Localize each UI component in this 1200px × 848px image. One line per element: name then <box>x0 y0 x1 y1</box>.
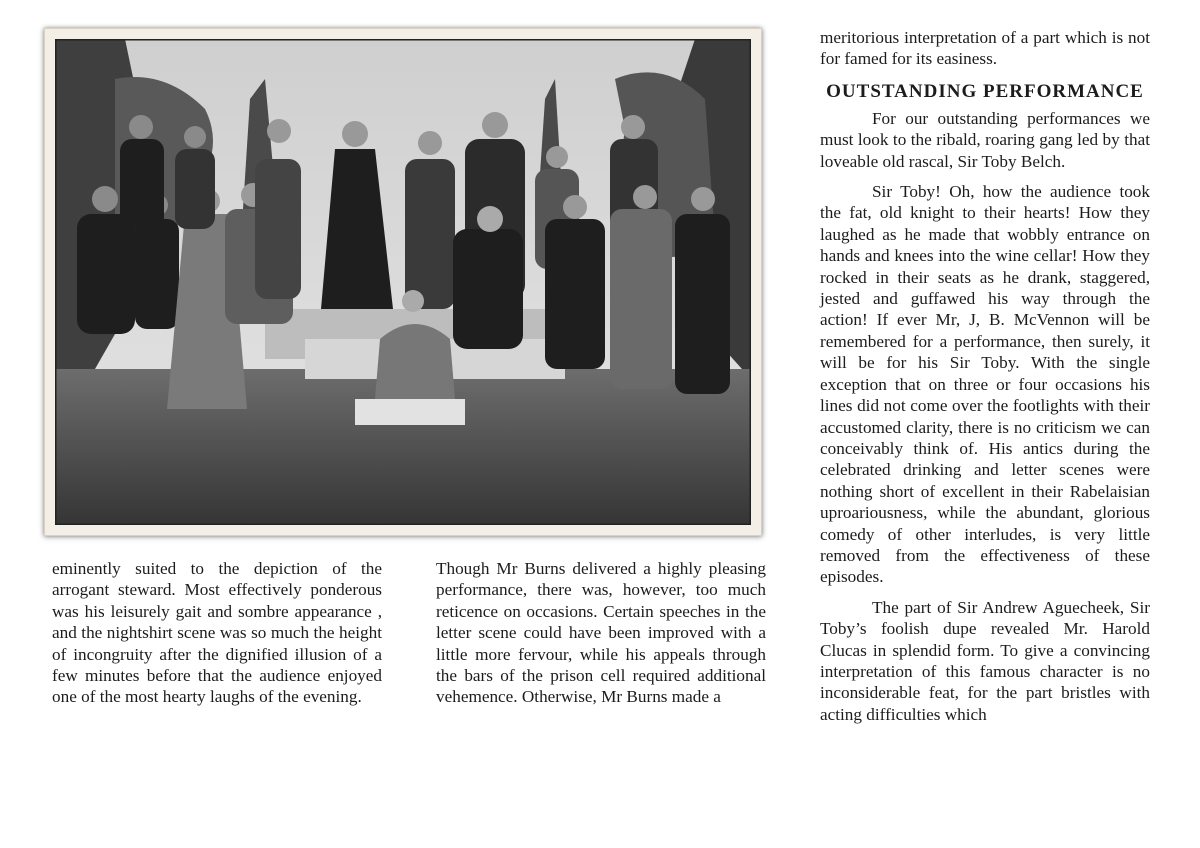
article-column-left <box>52 558 382 708</box>
theatre-cast-photo-icon <box>55 39 751 525</box>
photo-frame <box>44 28 762 536</box>
body-paragraph: Sir Toby! Oh, how the audience took the fat, old knight to their hearts! How they laughed as he made that wobbly entrance on hands and knees into the wine cellar! How they rocked in their seats as he drank, staggered, jested and guffawed his way through the action! If ever Mr, J, B. McVennon will be remembered for a performance, then surely, it will be for his Sir Toby. With the single exception that on three or four occasions his lines did not come over the footlights with their accustomed clarity, there is no criticism we can conceivably think of. His antics during the celebrated drinking and letter scenes were nothing short of excellent in their Rabelaisian uproariousness, while the abundant, glorious comedy of other interludes, is very little removed from the effectiveness of these episodes. <box>820 182 1150 587</box>
body-paragraph: Though Mr Burns delivered a highly pleasing performance, there was, however, too much reticence on occasions. Certain speeches in the letter scene could have been improved with a little more fervour, while his appeals through the bars of the prison cell required additional vehemence. Otherwise, Mr Burns made a <box>436 559 766 707</box>
article-column-middle <box>436 558 766 708</box>
cast-photograph <box>55 39 751 525</box>
body-paragraph: For our outstanding performances we must look to the ribald, roaring gang led by that loveable old rascal, Sir Toby Belch. <box>820 108 1150 171</box>
body-paragraph: eminently suited to the depiction of the arrogant steward. Most effectively ponderous was his leisurely gait and sombre appearance , and the nightshirt scene was so much the height of incongruity after the dignified illusion of a few minutes before that the audience enjoyed one of the most hearty laughs of the evening. <box>52 559 382 707</box>
section-heading: OUTSTANDING PERFORMANCE <box>826 80 1144 102</box>
body-paragraph: The part of Sir Andrew Aguecheek, Sir Toby’s foolish dupe revealed Mr. Harold Clucas in splendid form. To give a convincing interpretation of this famous character is no inconsiderable feat, for the part bristles with acting difficulties which <box>820 597 1150 724</box>
article-column-right <box>820 27 1150 725</box>
body-paragraph: meritorious interpretation of a part which is not for famed for its easiness. <box>820 28 1150 69</box>
